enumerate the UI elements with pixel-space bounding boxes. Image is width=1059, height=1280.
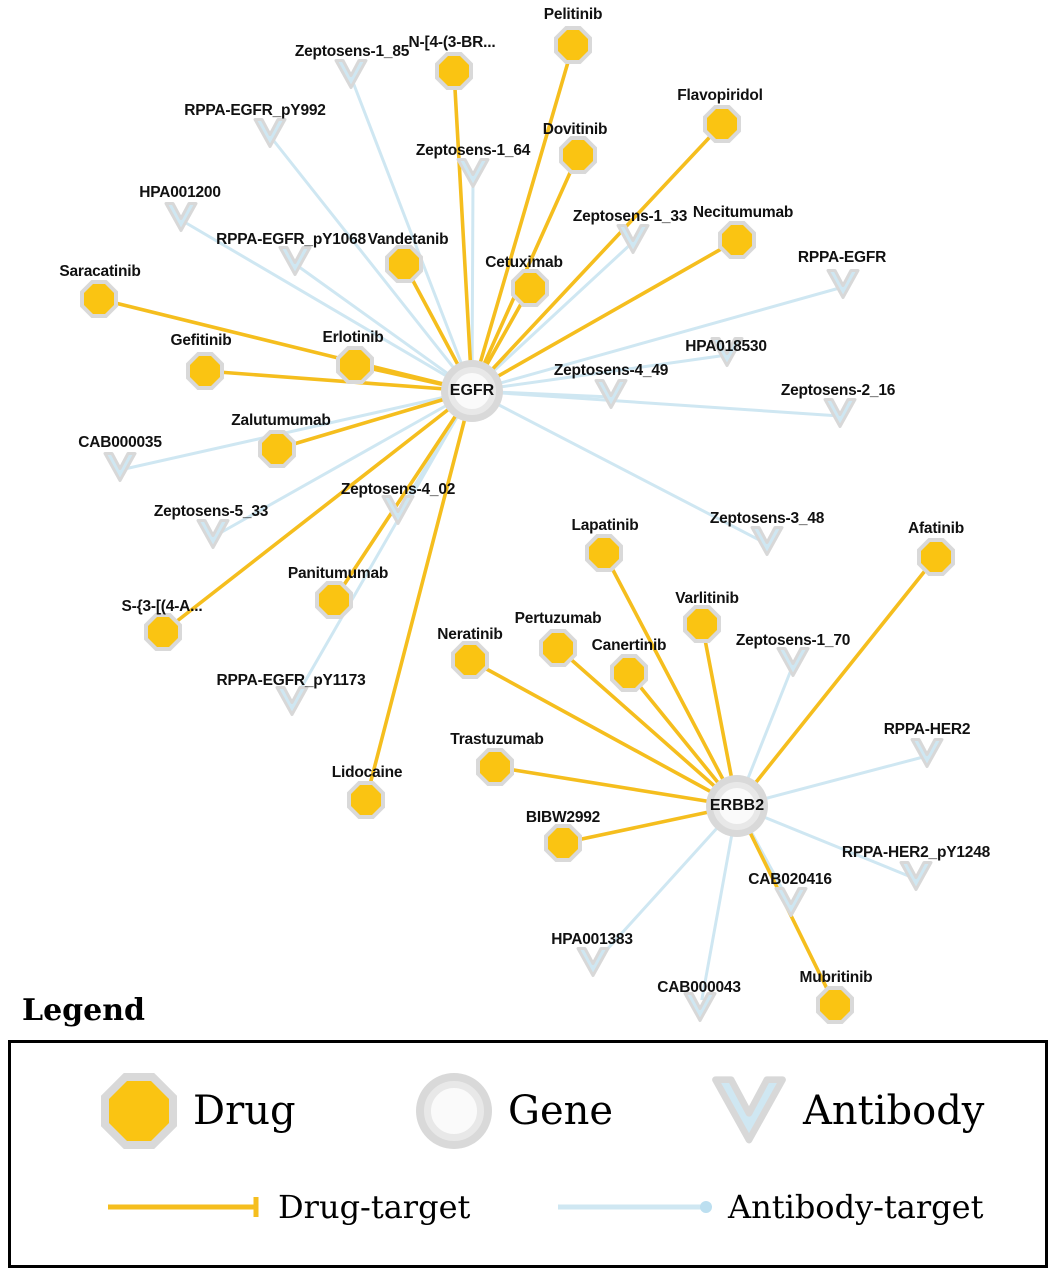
drug-label: Canertinib: [591, 637, 667, 654]
antibody-edge-icon: [556, 1194, 716, 1220]
antibody-label: Zeptosens-1_70: [735, 632, 851, 649]
drug-label: Pelitinib: [543, 6, 603, 23]
drug-node[interactable]: [451, 641, 489, 679]
gene-label: EGFR: [449, 382, 495, 399]
antibody-node[interactable]: [278, 245, 312, 284]
antibody-label: Zeptosens-4_02: [340, 481, 456, 498]
antibody-node[interactable]: [910, 737, 944, 776]
drug-label: N-[4-(3-BR...: [408, 34, 496, 51]
octagon-icon: [80, 280, 118, 318]
drug-label: Trastuzumab: [450, 731, 544, 748]
antibody-label: Zeptosens-4_49: [553, 362, 669, 379]
drug-node[interactable]: [554, 26, 592, 64]
chevron-icon: [278, 245, 312, 279]
antibody-label: Zeptosens-1_85: [294, 43, 410, 60]
drug-node[interactable]: [435, 52, 473, 90]
antibody-node[interactable]: [381, 494, 415, 533]
antibody-label: Zeptosens-3_48: [709, 510, 825, 527]
octagon-icon: [476, 748, 514, 786]
graph-edge: [454, 71, 472, 391]
drug-node[interactable]: [511, 269, 549, 307]
drug-node[interactable]: [683, 605, 721, 643]
chevron-icon: [910, 737, 944, 771]
octagon-icon: [610, 654, 648, 692]
antibody-node[interactable]: [823, 397, 857, 436]
drug-label: Dovitinib: [542, 121, 608, 138]
antibody-label: Zeptosens-1_33: [572, 208, 688, 225]
octagon-icon: [144, 613, 182, 651]
octagon-icon: [718, 221, 756, 259]
antibody-node[interactable]: [750, 525, 784, 564]
drug-label: Lapatinib: [571, 517, 639, 534]
drug-node[interactable]: [144, 613, 182, 651]
antibody-node[interactable]: [826, 268, 860, 307]
antibody-label: RPPA-EGFR_pY1068: [216, 231, 366, 248]
chevron-icon: [164, 201, 198, 235]
drug-node[interactable]: [544, 824, 582, 862]
antibody-label: HPA001200: [139, 184, 221, 201]
chevron-icon: [774, 886, 808, 920]
drug-node[interactable]: [718, 221, 756, 259]
chevron-icon: [711, 1073, 787, 1149]
octagon-icon: [451, 641, 489, 679]
octagon-icon: [435, 52, 473, 90]
drug-label: Afatinib: [907, 520, 965, 537]
drug-label: Mubritinib: [799, 969, 873, 986]
chevron-icon: [576, 946, 610, 980]
chevron-icon: [334, 58, 368, 92]
antibody-label: RPPA-HER2: [883, 721, 971, 738]
antibody-label: HPA018530: [685, 338, 767, 355]
chevron-icon: [253, 117, 287, 151]
octagon-icon: [336, 346, 374, 384]
drug-node[interactable]: [186, 352, 224, 390]
drug-label: Lidocaine: [331, 764, 403, 781]
legend-antibody: [711, 1073, 984, 1149]
chevron-icon: [823, 397, 857, 431]
antibody-label: CAB020416: [748, 871, 832, 888]
graph-edge: [472, 176, 473, 391]
chevron-icon: [196, 518, 230, 552]
antibody-node[interactable]: [594, 378, 628, 417]
chevron-icon: [103, 451, 137, 485]
drug-node[interactable]: [336, 346, 374, 384]
chevron-icon: [456, 157, 490, 191]
octagon-icon: [703, 105, 741, 143]
drug-node[interactable]: [585, 534, 623, 572]
circle-icon: [416, 1073, 492, 1149]
graph-edge: [737, 557, 936, 806]
chevron-icon: [616, 223, 650, 257]
legend-antibody-edge-label: Antibody-target: [728, 1188, 984, 1226]
antibody-node[interactable]: [275, 685, 309, 724]
drug-label: BIBW2992: [525, 809, 601, 826]
octagon-icon: [258, 430, 296, 468]
octagon-icon: [539, 629, 577, 667]
antibody-label: Zeptosens-1_64: [415, 142, 531, 159]
drug-label: Panitumumab: [287, 565, 389, 582]
drug-label: Zalutumumab: [231, 412, 331, 429]
drug-label: Erlotinib: [322, 329, 384, 346]
drug-node[interactable]: [610, 654, 648, 692]
legend-drug-edge: [106, 1188, 470, 1226]
octagon-icon: [385, 245, 423, 283]
legend-gene-label: Gene: [508, 1088, 614, 1134]
octagon-icon: [559, 136, 597, 174]
chevron-icon: [776, 646, 810, 680]
antibody-label: Zeptosens-2_16: [780, 382, 896, 399]
antibody-node[interactable]: [334, 58, 368, 97]
drug-label: Vandetanib: [367, 231, 449, 248]
gene-label: ERBB2: [709, 797, 765, 814]
legend-title: Legend: [22, 993, 146, 1028]
drug-edge-icon: [106, 1194, 266, 1220]
drug-label: Saracatinib: [59, 263, 141, 280]
chevron-icon: [826, 268, 860, 302]
legend-antibody-edge: [556, 1188, 983, 1226]
legend-gene: [416, 1073, 613, 1149]
drug-label: Gefitinib: [170, 332, 232, 349]
antibody-label: HPA001383: [551, 931, 633, 948]
antibody-node[interactable]: [196, 518, 230, 557]
chevron-icon: [899, 860, 933, 894]
octagon-icon: [511, 269, 549, 307]
octagon-icon: [186, 352, 224, 390]
octagon-icon: [544, 824, 582, 862]
antibody-label: CAB000043: [657, 979, 741, 996]
antibody-label: RPPA-EGFR_pY992: [184, 102, 326, 119]
drug-node[interactable]: [80, 280, 118, 318]
octagon-icon: [585, 534, 623, 572]
drug-node[interactable]: [917, 538, 955, 576]
antibody-node[interactable]: [103, 451, 137, 490]
antibody-node[interactable]: [456, 157, 490, 196]
antibody-label: RPPA-HER2_pY1248: [841, 844, 991, 861]
antibody-label: RPPA-EGFR_pY1173: [216, 672, 366, 689]
octagon-icon: [347, 781, 385, 819]
antibody-label: CAB000035: [78, 434, 162, 451]
antibody-node[interactable]: [576, 946, 610, 985]
antibody-node[interactable]: [774, 886, 808, 925]
drug-label: Neratinib: [437, 626, 503, 643]
legend-drug: [101, 1073, 296, 1149]
drug-label: Varlitinib: [675, 590, 739, 607]
octagon-icon: [917, 538, 955, 576]
octagon-icon: [816, 986, 854, 1024]
drug-label: Flavopiridol: [677, 87, 763, 104]
antibody-node[interactable]: [253, 117, 287, 156]
drug-node[interactable]: [385, 245, 423, 283]
drug-node[interactable]: [816, 986, 854, 1024]
drug-node[interactable]: [703, 105, 741, 143]
octagon-icon: [101, 1073, 177, 1149]
drug-node[interactable]: [476, 748, 514, 786]
legend-box: [8, 1040, 1048, 1268]
drug-node[interactable]: [258, 430, 296, 468]
chevron-icon: [594, 378, 628, 412]
drug-label: Cetuximab: [485, 254, 563, 271]
legend-antibody-label: Antibody: [803, 1088, 985, 1134]
antibody-label: Zeptosens-5_33: [153, 503, 269, 520]
drug-node[interactable]: [315, 581, 353, 619]
octagon-icon: [315, 581, 353, 619]
drug-label: S-{3-[(4-A...: [121, 598, 203, 615]
chevron-icon: [750, 525, 784, 559]
antibody-node[interactable]: [164, 201, 198, 240]
antibody-node[interactable]: [776, 646, 810, 685]
drug-node[interactable]: [559, 136, 597, 174]
antibody-node[interactable]: [616, 223, 650, 262]
drug-label: Necitumumab: [692, 204, 794, 221]
antibody-node[interactable]: [899, 860, 933, 899]
octagon-icon: [554, 26, 592, 64]
legend-drug-label: Drug: [193, 1088, 296, 1134]
octagon-icon: [683, 605, 721, 643]
drug-label: Pertuzumab: [514, 610, 602, 627]
legend-drug-edge-label: Drug-target: [278, 1188, 471, 1226]
drug-node[interactable]: [347, 781, 385, 819]
drug-node[interactable]: [539, 629, 577, 667]
antibody-label: RPPA-EGFR: [797, 249, 887, 266]
